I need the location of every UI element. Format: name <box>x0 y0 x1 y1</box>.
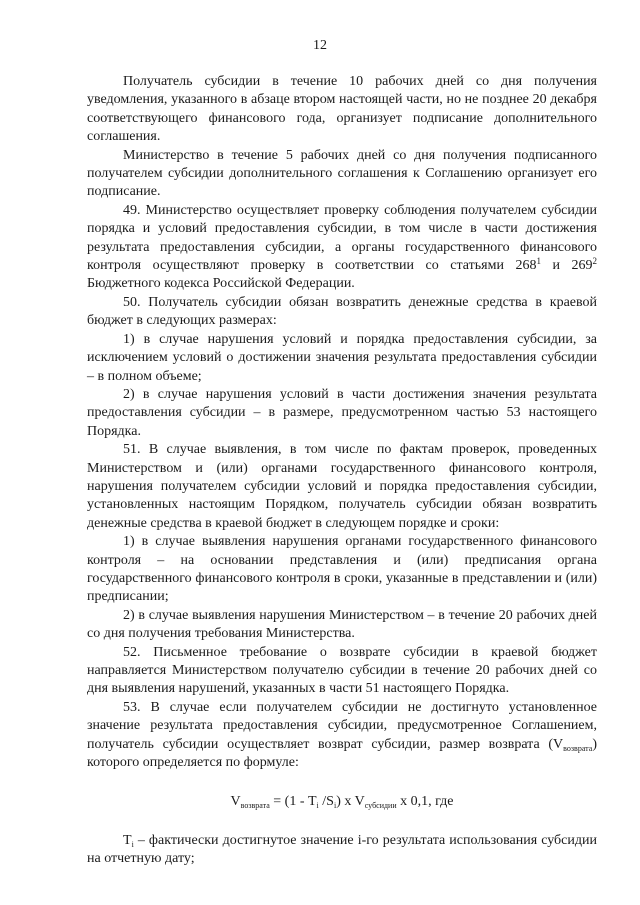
superscript: 1 <box>536 256 541 267</box>
text-run: ) которого определяется по формуле: <box>87 736 597 771</box>
paragraph-49 <box>87 202 597 294</box>
paragraph-50: 50. Получатель субсидии обязан возвратить денежные средства в краевой бюджет в следующих размерах: <box>87 294 597 329</box>
text-run: – фактически достигнутое значение i-го результата использования субсидии на отчетную дату; <box>87 832 597 867</box>
formula <box>87 793 597 811</box>
superscript: 2 <box>592 256 597 267</box>
subscript: субсидии <box>364 801 397 811</box>
paragraph: Получатель субсидии в течение 10 рабочих дней со дня получения уведомления, указанного в абзаце втором настоящей части, но не позднее 20 декабря соответствующего финансового года, организует подписание дополнительного соглашения. <box>87 74 597 145</box>
definition <box>87 832 597 869</box>
subscript: i <box>333 801 337 811</box>
text-run: 49. Министерство осуществляет проверку соблюдения получателем субсидии порядка и условий предоставления субсидии, в том числе в части достижения результата предоставления субсидии, а органы государственного финансового контроля осуществляют проверку в соответствии со статьями 268 <box>87 202 597 274</box>
subscript: возврата <box>563 743 593 753</box>
formula-part: x 0,1, где <box>396 794 454 810</box>
formula-part: ) x V <box>336 794 365 810</box>
text-run: и 269 <box>540 258 593 274</box>
paragraph-53 <box>87 699 597 773</box>
list-item: 2) в случае нарушения условий в части достижения значения результата предоставления субсидии – в размере, предусмотренном частью 53 настоящего Порядка. <box>87 386 597 439</box>
text-run: 53. В случае если получателем субсидии не достигнуто установленное значение результата предоставления субсидии, предусмотренное Соглашением, получатель субсидии осуществляет возврат субсидии, размер возврата (V <box>87 699 597 752</box>
page-number: 12 <box>313 38 327 53</box>
text-run: T <box>123 832 132 848</box>
formula-part: /S <box>318 794 334 810</box>
subscript: i <box>316 801 319 811</box>
list-item: 1) в случае выявления нарушения органами государственного финансового контроля – на основании представления и (или) предписания органа государственного финансового контроля в сроки, указанные в представлении и (или) предписании; <box>87 534 597 605</box>
formula-part: = (1 - T <box>269 794 317 810</box>
paragraph-52: 52. Письменное требование о возврате субсидии в краевой бюджет направляется Министерством получателю субсидии в течение 20 рабочих дней со дня выявления нарушений, указанных в части 51 настоящего Порядка. <box>87 644 597 697</box>
text-run: Бюджетного кодекса Российской Федерации. <box>87 276 355 292</box>
list-item: 2) в случае выявления нарушения Министерством – в течение 20 рабочих дней со дня получения требования Министерства. <box>87 607 597 642</box>
list-item: 1) в случае нарушения условий и порядка предоставления субсидии, за исключением условий о достижении значения результата предоставления субсидии – в полном объеме; <box>87 331 597 384</box>
paragraph-51: 51. В случае выявления, в том числе по фактам проверок, проведенных Министерством и (или) органами государственного финансового контроля, нарушения получателем субсидии условий и порядка предоставления субсидии, установленных настоящим Порядком, получатель субсидии обязан возвратить денежные средства в краевой бюджет в следующем порядке и сроки: <box>87 442 597 531</box>
paragraph: Министерство в течение 5 рабочих дней со дня получения подписанного получателем субсидии дополнительного соглашения к Соглашению организует его подписание. <box>87 147 597 200</box>
formula-part: V <box>230 794 241 810</box>
subscript: i <box>131 839 134 849</box>
document-body <box>87 73 597 869</box>
subscript: возврата <box>240 801 270 811</box>
